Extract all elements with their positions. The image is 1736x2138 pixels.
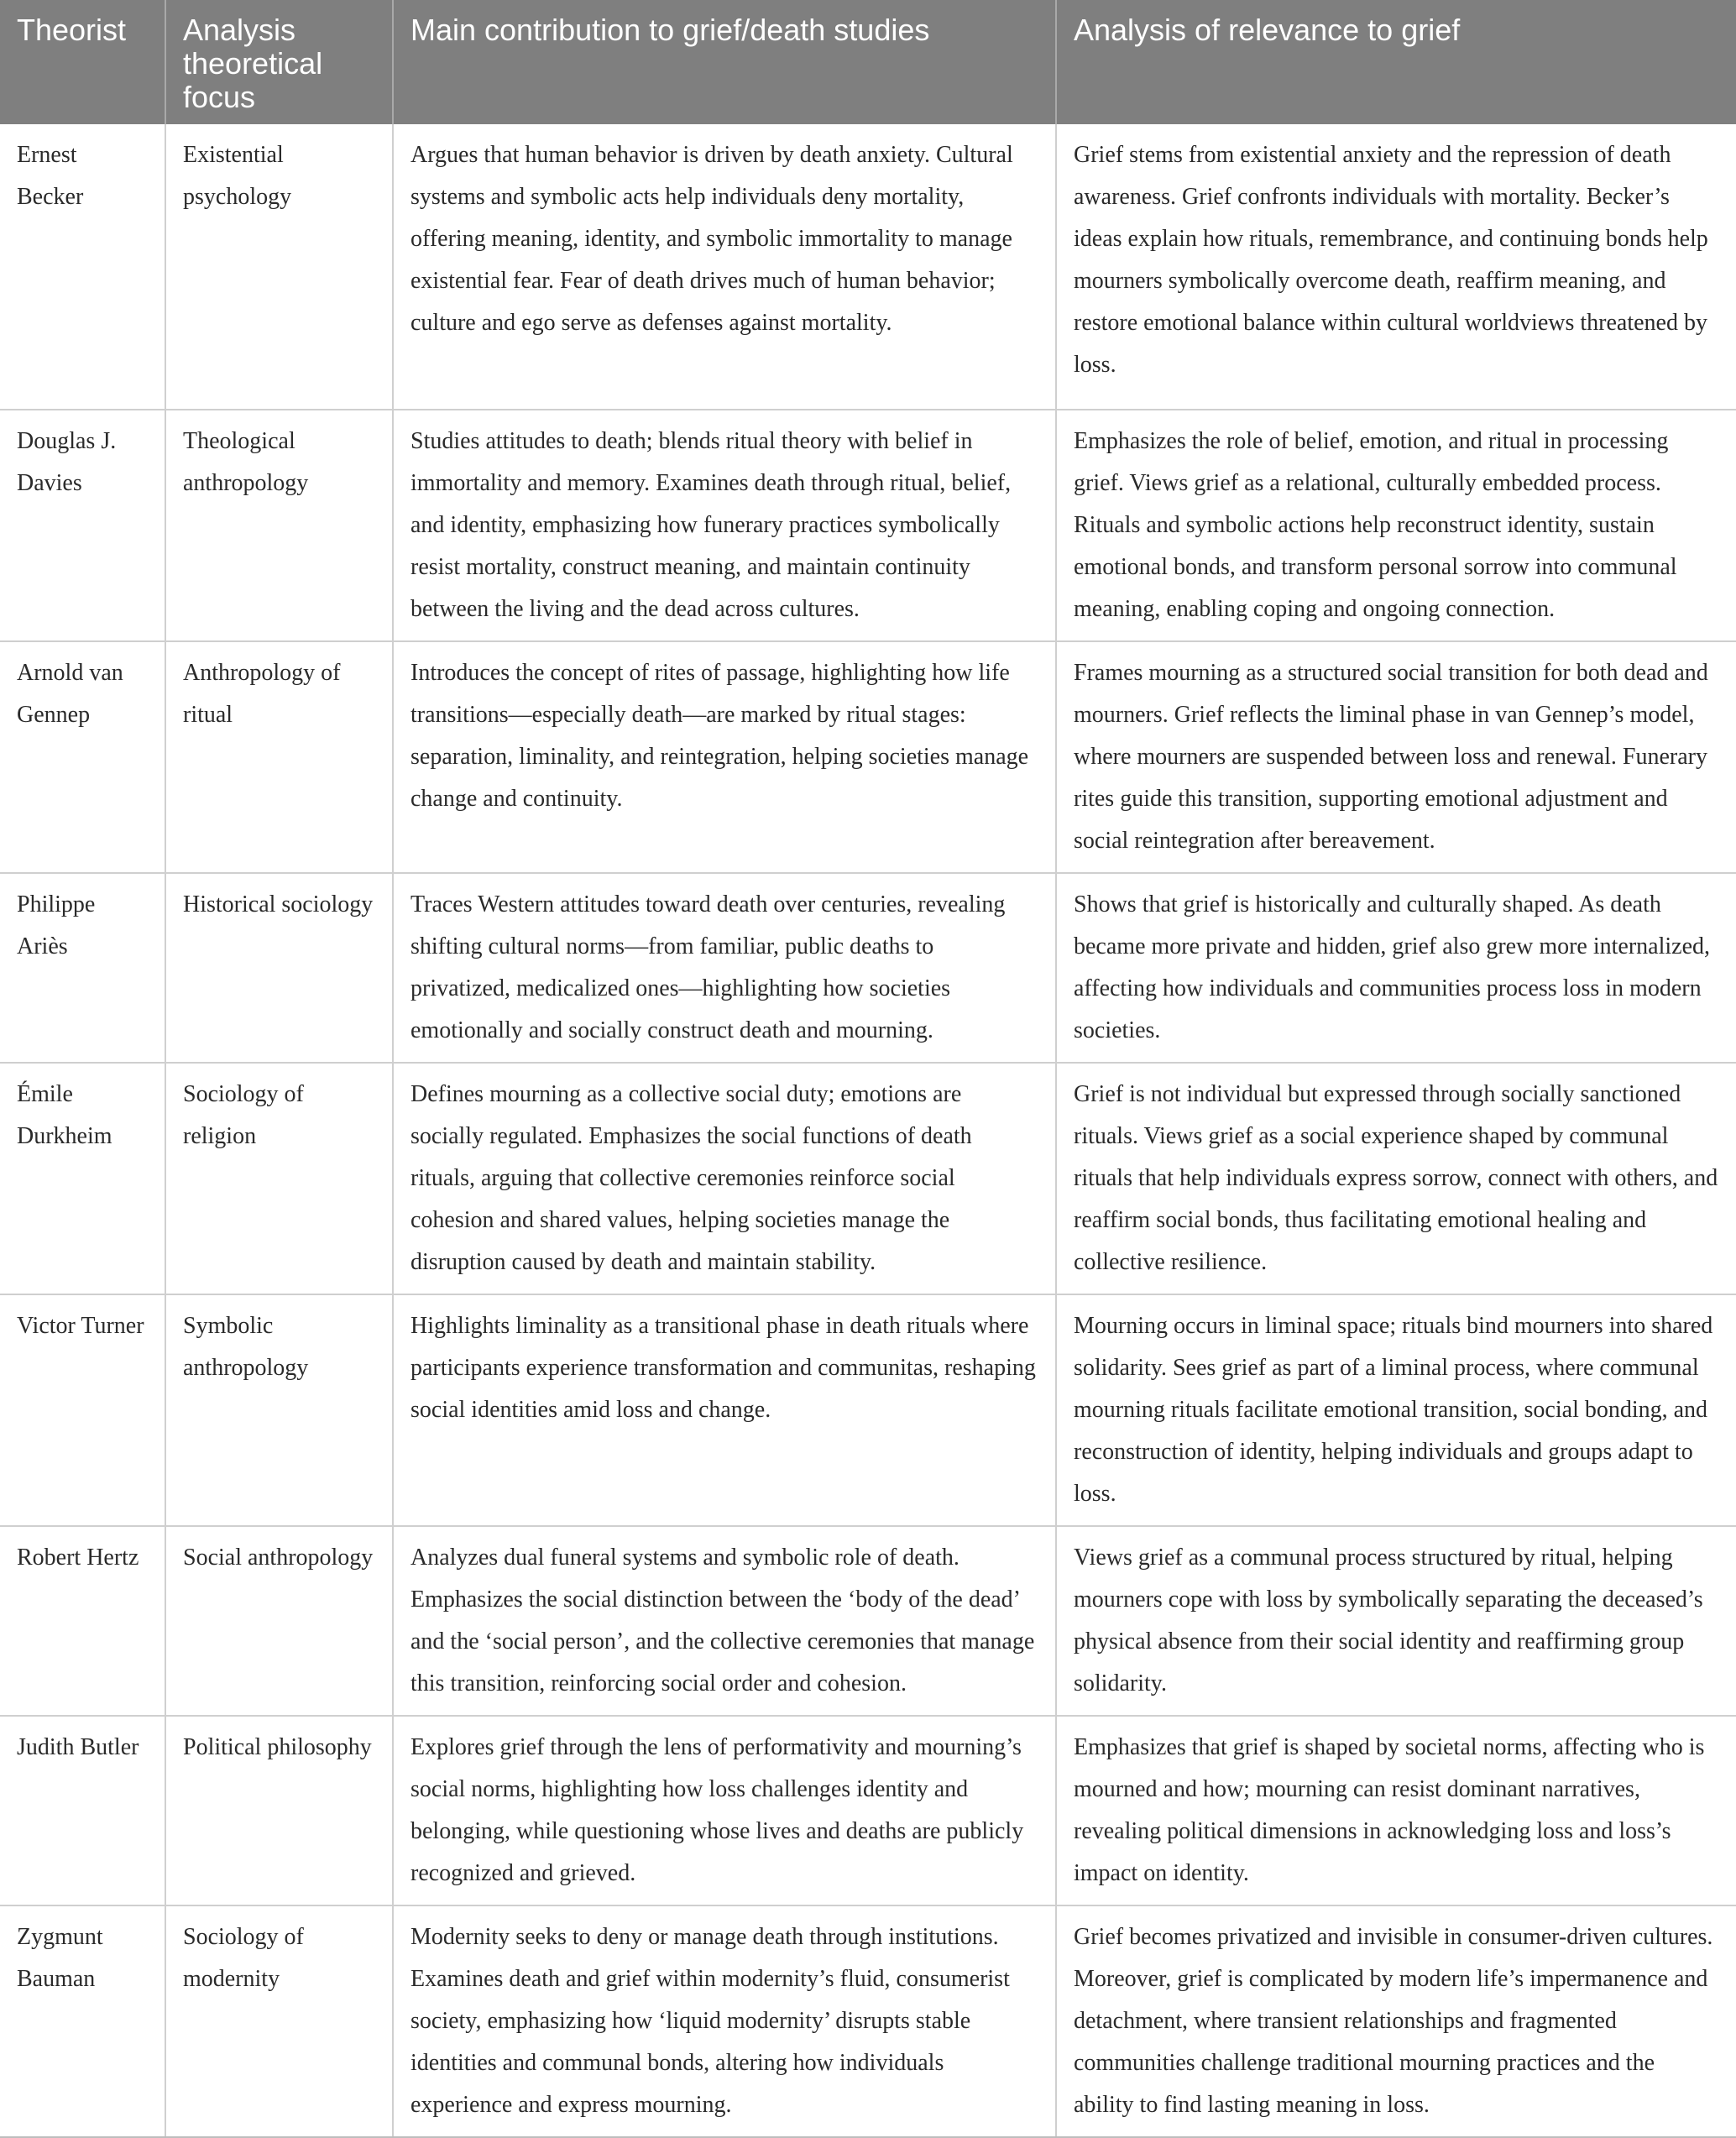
cell-relevance: Emphasizes the role of belief, emotion, and ritual in processing grief. Views grief as a relational, culturally embedded process. Rituals and symbolic actions help reconstruct identity, sustain emotional bonds, and transform personal sorrow into communal meaning, enabling coping and ongoing connection. [1056,410,1736,641]
header-contribution: Main contribution to grief/death studies [393,0,1056,124]
cell-contribution: Studies attitudes to death; blends ritual theory with belief in immortality and memory. Examines death through ritual, belief, and identity, emphasizing how funerary practices symbolically resist mortality, construct meaning, and maintain continuity between the living and the dead across cultures. [393,410,1056,641]
header-theorist: Theorist [0,0,165,124]
cell-contribution: Argues that human behavior is driven by death anxiety. Cultural systems and symbolic acts help individuals deny mortality, offering meaning, identity, and symbolic immortality to manage existential fear. Fear of death drives much of human behavior; culture and ego serve as defenses against mortality. [393,124,1056,410]
cell-contribution: Analyzes dual funeral systems and symbolic role of death. Emphasizes the social distinction between the ‘body of the dead’ and the ‘social person’, and the collective ceremonies that manage this transition, reinforcing social order and cohesion. [393,1526,1056,1716]
header-focus: Analysis theoretical focus [165,0,393,124]
table-row [0,1063,1736,1294]
cell-focus: Existential psychology [165,124,393,410]
cell-contribution: Traces Western attitudes toward death over centuries, revealing shifting cultural norms—from familiar, public deaths to privatized, medicalized ones—highlighting how societies emotionally and socially construct death and mourning. [393,873,1056,1063]
cell-focus: Social anthropology [165,1526,393,1716]
cell-relevance: Mourning occurs in liminal space; rituals bind mourners into shared solidarity. Sees grief as part of a liminal process, where communal mourning rituals facilitate emotional transition, social bonding, and reconstruction of identity, helping individuals and groups adapt to loss. [1056,1294,1736,1526]
cell-contribution: Introduces the concept of rites of passage, highlighting how life transitions—especially death—are marked by ritual stages: separation, liminality, and reintegration, helping societies manage change and continuity. [393,641,1056,873]
cell-contribution: Highlights liminality as a transitional phase in death rituals where participants experience transformation and communitas, reshaping social identities amid loss and change. [393,1294,1056,1526]
cell-relevance: Frames mourning as a structured social transition for both dead and mourners. Grief reflects the liminal phase in van Gennep’s model, where mourners are suspended between loss and renewal. Funerary rites guide this transition, supporting emotional adjustment and social reintegration after bereavement. [1056,641,1736,873]
cell-relevance: Grief is not individual but expressed through socially sanctioned rituals. Views grief as a social experience shaped by communal rituals that help individuals express sorrow, connect with others, and reaffirm social bonds, thus facilitating emotional healing and collective resilience. [1056,1063,1736,1294]
cell-focus: Historical sociology [165,873,393,1063]
header-row [0,0,1736,124]
table-row [0,1905,1736,2137]
cell-theorist: Robert Hertz [0,1526,165,1716]
table-row [0,1526,1736,1716]
cell-theorist: Émile Durkheim [0,1063,165,1294]
cell-focus: Sociology of modernity [165,1905,393,2137]
cell-contribution: Modernity seeks to deny or manage death through institutions. Examines death and grief within modernity’s fluid, consumerist society, emphasizing how ‘liquid modernity’ disrupts stable identities and communal bonds, altering how individuals experience and express mourning. [393,1905,1056,2137]
cell-contribution: Explores grief through the lens of performativity and mourning’s social norms, highlighting how loss challenges identity and belonging, while questioning whose lives and deaths are publicly recognized and grieved. [393,1716,1056,1905]
table-row [0,410,1736,641]
cell-relevance: Grief becomes privatized and invisible in consumer-driven cultures. Moreover, grief is complicated by modern life’s impermanence and detachment, where transient relationships and fragmented communities challenge traditional mourning practices and the ability to find lasting meaning in loss. [1056,1905,1736,2137]
table-header [0,0,1736,124]
cell-focus: Political philosophy [165,1716,393,1905]
header-relevance: Analysis of relevance to grief [1056,0,1736,124]
cell-relevance: Emphasizes that grief is shaped by societal norms, affecting who is mourned and how; mourning can resist dominant narratives, revealing political dimensions in acknowledging loss and loss’s impact on identity. [1056,1716,1736,1905]
cell-theorist: Ernest Becker [0,124,165,410]
cell-theorist: Judith Butler [0,1716,165,1905]
cell-relevance: Grief stems from existential anxiety and the repression of death awareness. Grief confronts individuals with mortality. Becker’s ideas explain how rituals, remembrance, and continuing bonds help mourners symbolically overcome death, reaffirm meaning, and restore emotional balance within cultural worldviews threatened by loss. [1056,124,1736,410]
table-row [0,1294,1736,1526]
cell-contribution: Defines mourning as a collective social duty; emotions are socially regulated. Emphasizes the social functions of death rituals, arguing that collective ceremonies reinforce social cohesion and shared values, helping societies manage the disruption caused by death and maintain stability. [393,1063,1056,1294]
table-row [0,1716,1736,1905]
cell-relevance: Shows that grief is historically and culturally shaped. As death became more private and hidden, grief also grew more internalized, affecting how individuals and communities process loss in modern societies. [1056,873,1736,1063]
cell-theorist: Arnold van Gennep [0,641,165,873]
cell-theorist: Victor Turner [0,1294,165,1526]
cell-focus: Symbolic anthropology [165,1294,393,1526]
cell-focus: Anthropology of ritual [165,641,393,873]
table-row [0,641,1736,873]
cell-theorist: Philippe Ariès [0,873,165,1063]
table-body [0,124,1736,2137]
cell-theorist: Douglas J. Davies [0,410,165,641]
cell-theorist: Zygmunt Bauman [0,1905,165,2137]
cell-relevance: Views grief as a communal process structured by ritual, helping mourners cope with loss by symbolically separating the deceased’s physical absence from their social identity and reaffirming group solidarity. [1056,1526,1736,1716]
cell-focus: Sociology of religion [165,1063,393,1294]
table-row [0,124,1736,410]
cell-focus: Theological anthropology [165,410,393,641]
table-row [0,873,1736,1063]
